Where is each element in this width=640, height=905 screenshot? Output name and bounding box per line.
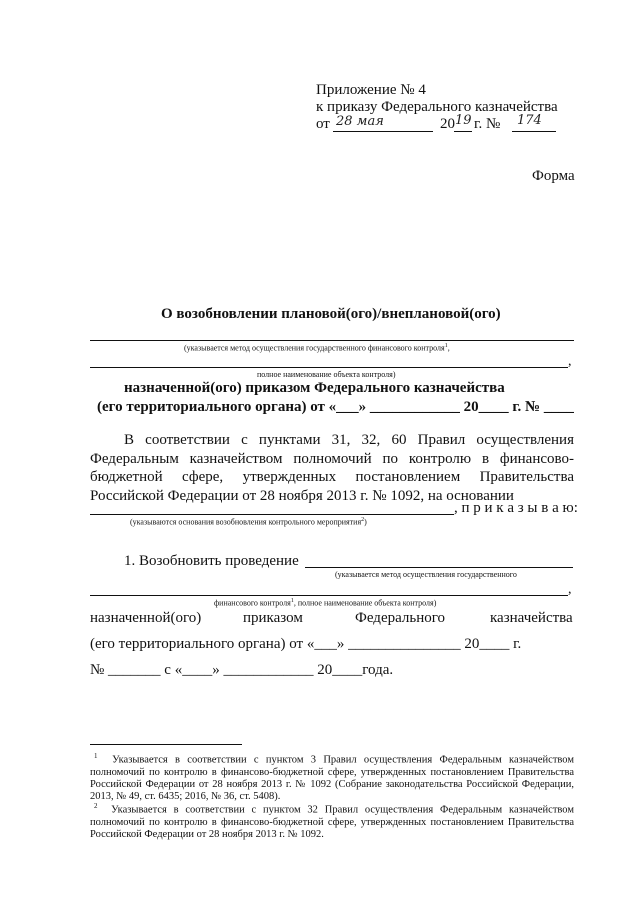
method-line bbox=[90, 340, 574, 341]
caption-object: полное наименование объекта контроля) bbox=[257, 370, 396, 379]
title-line-1: О возобновлении плановой(ого)/внеплановой(ого) bbox=[161, 306, 501, 322]
footnote-2: $^2$ Указывается в соответствии с пунктом 32 Правил осуществления Федеральным казначейством полномочий по контролю в финансово-бюджетной сфере, утвержденных постановлением Правительства Российской Федерации от 28 ноября 2013 г. № 1092. bbox=[90, 802, 575, 840]
object-line-comma: , bbox=[568, 354, 572, 369]
basis-line bbox=[90, 514, 454, 515]
order-date-prefix: от bbox=[316, 116, 330, 132]
order-reference: к приказу Федерального казначейства bbox=[316, 99, 558, 115]
form-label: Форма bbox=[532, 168, 575, 184]
handwritten-year: 19 bbox=[455, 113, 472, 128]
treasury-word: казначейства bbox=[490, 610, 573, 626]
item-1-object-line bbox=[90, 595, 568, 596]
handwritten-date: 28 мая bbox=[336, 114, 384, 129]
number-prefix: г. № bbox=[474, 116, 501, 132]
order-word: , п р и к а з ы в а ю: bbox=[454, 500, 578, 516]
year-prefix: 20 bbox=[440, 116, 455, 132]
item-1-method-line bbox=[305, 567, 573, 568]
assigned-word: назначенной(ого) bbox=[90, 610, 202, 626]
caption-basis: (указываются основания возобновления контрольного мероприятия$^2$) bbox=[130, 517, 367, 527]
number-date-line: № _______ с «____» ____________ 20____года. bbox=[90, 662, 394, 678]
order-word-2: приказом bbox=[243, 610, 303, 626]
footnote-1: $^1$ Указывается в соответствии с пунктом 3 Правил осуществления Федеральным казначейством полномочий по контролю в финансово-бюджетной сфере, утвержденных постановлением Правительства Российской Федерации от 28 ноября 2013 г. № 1092 (Собрание законодательства Российской Федерации, 2013, № 49, ст. 6435; 2016, № 36, ст. 5408). bbox=[90, 752, 575, 802]
footnote-separator bbox=[90, 744, 242, 745]
date-underline bbox=[333, 131, 433, 132]
paragraph-basis: В соответствии с пунктами 31, 32, 60 Правил осуществления Федеральным казначейством полномочий по контролю в финансово-бюджетной сфере, утвержденных постановлением Правительства Российской Федерации от 28 ноября 2013 г. № 1092, на основании bbox=[90, 432, 574, 504]
title-line-3: назначенной(ого) приказом Федерального казначейства bbox=[124, 380, 505, 396]
territorial-line: (его территориального органа) от «___» _______________ 20____ г. bbox=[90, 636, 522, 652]
year-underline bbox=[454, 131, 472, 132]
item-1-label: 1. Возобновить проведение bbox=[124, 553, 299, 569]
appendix-label: Приложение № 4 bbox=[316, 82, 426, 98]
title-line-4: (его территориального органа) от «___» ____________ 20____ г. № ____ bbox=[97, 399, 574, 415]
handwritten-number: 174 bbox=[517, 113, 542, 128]
object-line bbox=[90, 367, 568, 368]
caption-method-2: (указывается метод осуществления государственного bbox=[335, 570, 517, 579]
federal-word: Федерального bbox=[355, 610, 446, 626]
number-underline bbox=[512, 131, 556, 132]
caption-object-2: финансового контроля$^1$, полное наименование объекта контроля) bbox=[214, 598, 437, 608]
item-1-comma: , bbox=[568, 582, 572, 597]
caption-method: (указывается метод осуществления государственного финансового контроля$^1$, bbox=[184, 343, 450, 353]
